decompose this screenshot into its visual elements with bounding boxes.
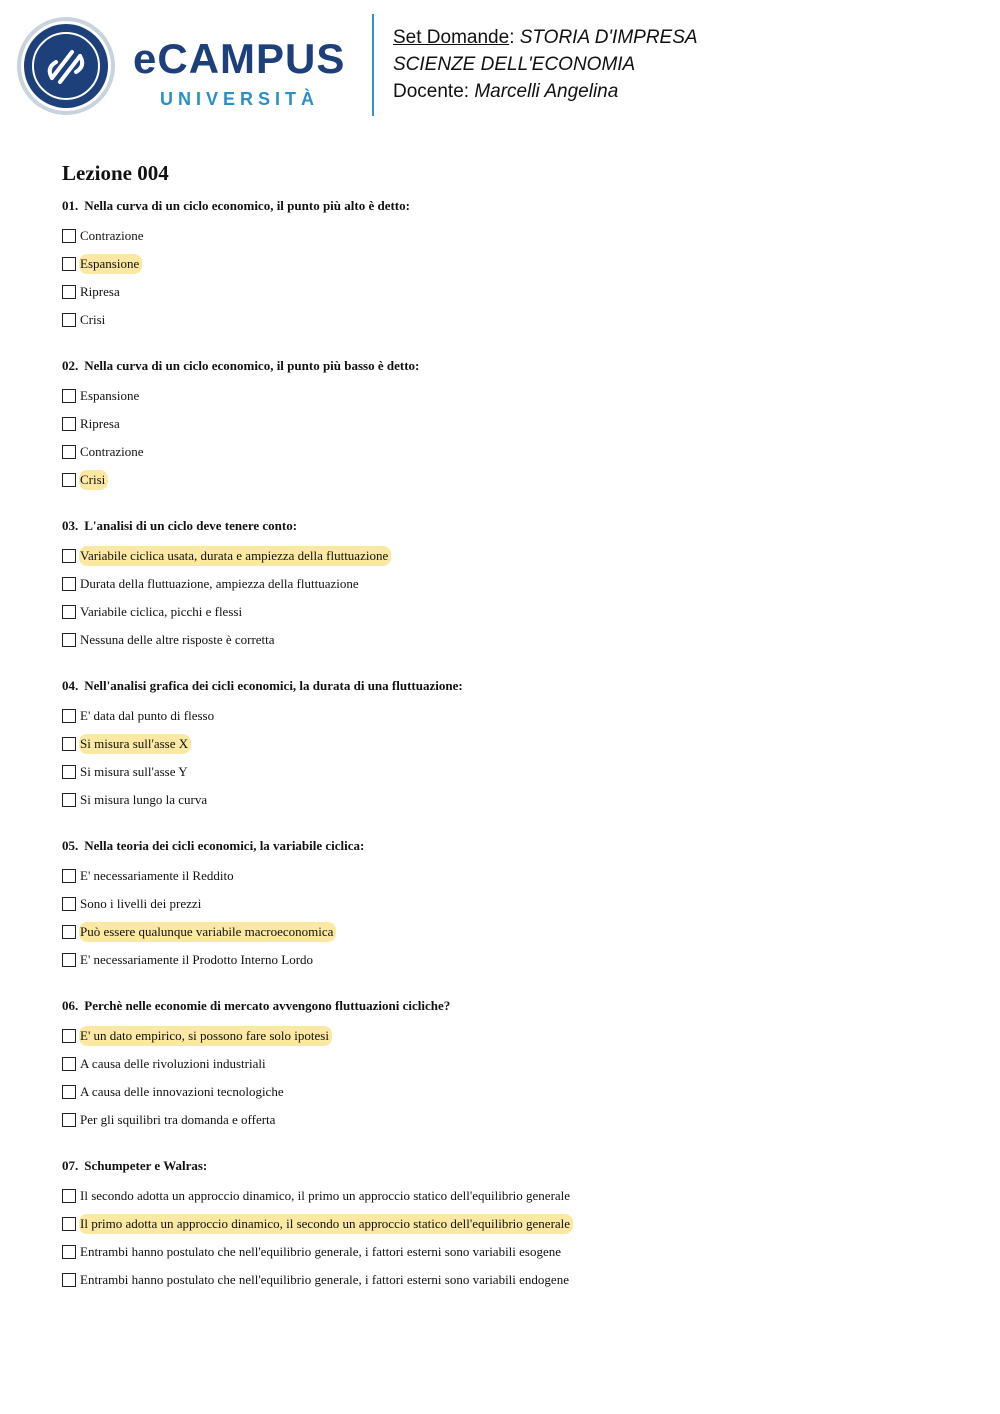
answer-option[interactable]: [62, 626, 962, 654]
answer-option[interactable]: [62, 1182, 962, 1210]
question-block: [62, 677, 962, 814]
answer-label: E' data dal punto di flesso: [80, 708, 215, 723]
question-text: [62, 837, 962, 855]
answer-label: Ripresa: [80, 284, 120, 299]
answer-label: Variabile ciclica, picchi e flessi: [80, 604, 243, 619]
answer-label: Si misura sull'asse Y: [80, 764, 188, 779]
set-value: STORIA D'IMPRESA: [519, 27, 698, 48]
answer-checkbox[interactable]: [62, 1057, 76, 1071]
question-number: 04.: [62, 678, 79, 693]
answer-option[interactable]: [62, 946, 962, 974]
answer-label: E' necessariamente il Reddito: [80, 868, 234, 883]
question-number: 03.: [62, 518, 79, 533]
question-block: [62, 837, 962, 974]
answer-checkbox[interactable]: [62, 1113, 76, 1127]
answer-checkbox[interactable]: [62, 417, 76, 431]
answer-option[interactable]: [62, 382, 962, 410]
answer-checkbox[interactable]: [62, 605, 76, 619]
answer-option[interactable]: [62, 730, 962, 758]
answer-option[interactable]: [62, 1266, 962, 1294]
answer-option[interactable]: [62, 250, 962, 278]
answer-checkbox[interactable]: [62, 925, 76, 939]
question-text: [62, 197, 962, 215]
answer-label-highlighted: Si misura sull'asse X: [79, 734, 191, 754]
lesson-title: Lezione 004: [62, 161, 169, 185]
question-text: [62, 357, 962, 375]
answer-checkbox[interactable]: [62, 445, 76, 459]
teacher-name: Marcelli Angelina: [474, 81, 619, 102]
answer-option[interactable]: [62, 306, 962, 334]
answer-checkbox[interactable]: [62, 793, 76, 807]
answer-label: A causa delle innovazioni tecnologiche: [80, 1084, 284, 1099]
question-block: [62, 357, 962, 494]
answer-label: Entrambi hanno postulato che nell'equilibrio generale, i fattori esterni sono variabili esogene: [80, 1244, 562, 1259]
answer-label: Per gli squilibri tra domanda e offerta: [80, 1112, 276, 1127]
answer-option[interactable]: [62, 1050, 962, 1078]
answer-option[interactable]: [62, 918, 962, 946]
answer-option[interactable]: [62, 1022, 962, 1050]
answer-checkbox[interactable]: [62, 1245, 76, 1259]
answer-label: Contrazione: [80, 228, 144, 243]
answer-checkbox[interactable]: [62, 1085, 76, 1099]
question-number: 05.: [62, 838, 79, 853]
answer-option[interactable]: [62, 1238, 962, 1266]
answer-label: E' necessariamente il Prodotto Interno Lordo: [80, 952, 314, 967]
question-number: 06.: [62, 998, 79, 1013]
question-text: [62, 677, 962, 695]
question-prompt: L'analisi di un ciclo deve tenere conto:: [84, 518, 298, 533]
answer-checkbox[interactable]: [62, 897, 76, 911]
question-text: [62, 517, 962, 535]
question-number: 07.: [62, 1158, 79, 1173]
answer-option[interactable]: [62, 222, 962, 250]
answer-checkbox[interactable]: [62, 1189, 76, 1203]
answer-option[interactable]: [62, 466, 962, 494]
answer-checkbox[interactable]: [62, 257, 76, 271]
answer-option[interactable]: [62, 862, 962, 890]
quiz-content: [62, 160, 962, 1317]
brand-name: eCAMPUS: [133, 35, 346, 82]
answer-option[interactable]: [62, 890, 962, 918]
question-number: 02.: [62, 358, 79, 373]
answer-label-highlighted: E' un dato empirico, si possono fare solo ipotesi: [79, 1026, 332, 1046]
answer-option[interactable]: [62, 570, 962, 598]
answer-checkbox[interactable]: [62, 869, 76, 883]
question-prompt: Perchè nelle economie di mercato avvengono fluttuazioni cicliche?: [84, 998, 451, 1013]
course-info: [393, 24, 698, 105]
answer-option[interactable]: [62, 786, 962, 814]
question-prompt: Nella curva di un ciclo economico, il punto più basso è detto:: [84, 358, 420, 373]
answer-label-highlighted: Crisi: [79, 470, 108, 490]
answer-label: Il secondo adotta un approccio dinamico, il primo un approccio statico dell'equilibrio generale: [80, 1188, 571, 1203]
teacher-label: Docente:: [393, 81, 470, 102]
answer-option[interactable]: [62, 1106, 962, 1134]
question-prompt: Schumpeter e Walras:: [84, 1158, 208, 1173]
answer-option[interactable]: [62, 542, 962, 570]
answer-option[interactable]: [62, 1078, 962, 1106]
answer-checkbox[interactable]: [62, 1029, 76, 1043]
page-header: [0, 0, 1000, 130]
answer-label: Espansione: [80, 388, 140, 403]
answer-option[interactable]: [62, 1210, 962, 1238]
question-block: [62, 1157, 962, 1294]
question-text: [62, 997, 962, 1015]
answer-label: Sono i livelli dei prezzi: [80, 896, 202, 911]
course-name: SCIENZE DELL'ECONOMIA: [393, 54, 636, 75]
teacher-line: [393, 78, 698, 105]
answer-option[interactable]: [62, 702, 962, 730]
answer-checkbox[interactable]: [62, 389, 76, 403]
answer-checkbox[interactable]: [62, 633, 76, 647]
question-prompt: Nell'analisi grafica dei cicli economici, la durata di una fluttuazione:: [84, 678, 463, 693]
set-label: Set Domande: [393, 27, 510, 48]
answer-label: Nessuna delle altre risposte è corretta: [80, 632, 275, 647]
answer-option[interactable]: [62, 758, 962, 786]
answer-label-highlighted: Può essere qualunque variabile macroeconomica: [79, 922, 336, 942]
question-number: 01.: [62, 198, 79, 213]
answer-checkbox[interactable]: [62, 765, 76, 779]
brand-subtitle: UNIVERSITÀ: [160, 89, 320, 109]
answer-label: Contrazione: [80, 444, 144, 459]
answer-checkbox[interactable]: [62, 577, 76, 591]
answer-checkbox[interactable]: [62, 1217, 76, 1231]
answer-checkbox[interactable]: [62, 953, 76, 967]
answer-checkbox[interactable]: [62, 737, 76, 751]
answer-label: A causa delle rivoluzioni industriali: [80, 1056, 266, 1071]
answer-label: Entrambi hanno postulato che nell'equilibrio generale, i fattori esterni sono variabili endogene: [80, 1272, 569, 1287]
question-text: [62, 1157, 962, 1175]
answer-label-highlighted: Il primo adotta un approccio dinamico, il secondo un approccio statico dell'equilibrio generale: [79, 1214, 573, 1234]
answer-label-highlighted: Espansione: [79, 254, 142, 274]
question-list: [62, 197, 962, 1294]
answer-checkbox[interactable]: [62, 229, 76, 243]
course-line: [393, 51, 698, 78]
answer-option[interactable]: [62, 278, 962, 306]
university-seal-logo: [16, 16, 116, 116]
answer-option[interactable]: [62, 438, 962, 466]
answer-label: Ripresa: [80, 416, 120, 431]
answer-checkbox[interactable]: [62, 313, 76, 327]
answer-label: Crisi: [80, 312, 106, 327]
answer-label: Si misura lungo la curva: [80, 792, 208, 807]
answer-option[interactable]: [62, 410, 962, 438]
answer-checkbox[interactable]: [62, 473, 76, 487]
set-line: Set Domande: STORIA D'IMPRESA: [393, 27, 698, 48]
question-prompt: Nella curva di un ciclo economico, il punto più alto è detto:: [84, 198, 410, 213]
header-divider: [372, 14, 374, 116]
answer-checkbox[interactable]: [62, 709, 76, 723]
answer-label-highlighted: Variabile ciclica usata, durata e ampiezza della fluttuazione: [79, 546, 391, 566]
question-block: [62, 997, 962, 1134]
question-prompt: Nella teoria dei cicli economici, la variabile ciclica:: [84, 838, 365, 853]
answer-option[interactable]: [62, 598, 962, 626]
question-block: [62, 197, 962, 334]
answer-label: Durata della fluttuazione, ampiezza della fluttuazione: [80, 576, 359, 591]
question-block: [62, 517, 962, 654]
answer-checkbox[interactable]: [62, 549, 76, 563]
answer-checkbox[interactable]: [62, 1273, 76, 1287]
answer-checkbox[interactable]: [62, 285, 76, 299]
